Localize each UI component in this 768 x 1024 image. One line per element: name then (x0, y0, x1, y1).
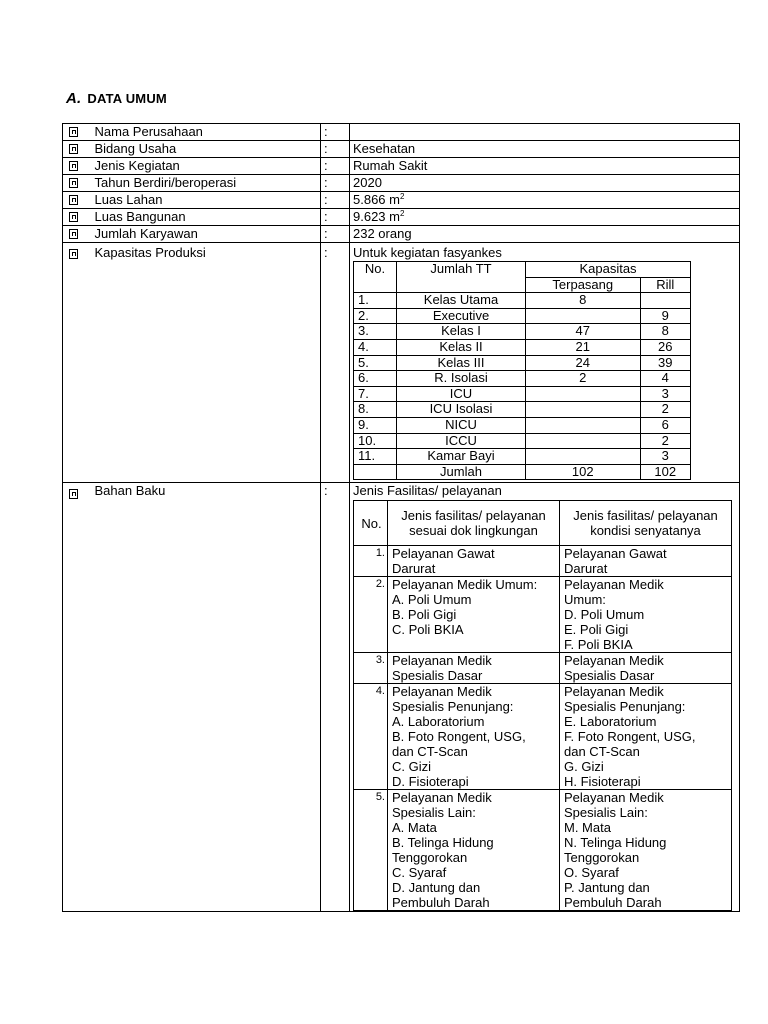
cell-line: A. Poli Umum (392, 592, 472, 608)
cell-line: M. Mata (564, 820, 611, 836)
cell-no: 6. (354, 371, 397, 387)
cell-jumlah-tt: Kelas II (397, 339, 526, 355)
unit-superscript: 2 (399, 192, 405, 201)
cell-terpasang: 2 (526, 371, 641, 387)
cell-line: Pelayanan Medik Umum: (392, 577, 538, 593)
cell-rill: 4 (640, 371, 690, 387)
field-label: Bidang Usaha (85, 141, 321, 158)
cell-line: C. Syaraf (392, 865, 447, 881)
cell-jumlah-tt: ICCU (397, 433, 526, 449)
cell-jumlah-tt: ICU Isolasi (397, 402, 526, 418)
field-value: Kesehatan (350, 141, 740, 158)
cell-line: A. Laboratorium (392, 714, 485, 730)
row-bidang-usaha (63, 141, 740, 158)
checkbox-icon (63, 226, 85, 243)
col-header-jumlah-tt: Jumlah TT (397, 262, 526, 293)
cell-no: 5. (354, 790, 388, 911)
cell-line: B. Telinga Hidung (392, 835, 494, 851)
fasilitas-row (354, 577, 732, 653)
kapasitas-table (353, 261, 691, 480)
cell-line: B. Foto Rongent, USG, (392, 729, 526, 745)
cell-no: 3. (354, 653, 388, 684)
cell-jumlah-tt: ICU (397, 386, 526, 402)
cell-line: Pelayanan Medik (564, 577, 664, 593)
fasilitas-row (354, 684, 732, 790)
kapasitas-row (354, 449, 691, 465)
fasilitas-row (354, 790, 732, 911)
cell-kondisi-senyatanya (560, 790, 732, 911)
cell-line: C. Poli BKIA (392, 622, 464, 638)
row-luas-bangunan (63, 209, 740, 226)
value-text: 5.866 m (353, 192, 400, 207)
field-colon: : (321, 175, 350, 192)
row-bahan-baku (63, 483, 740, 912)
field-value (350, 192, 740, 209)
checkbox-icon (63, 192, 85, 209)
cell-line: D. Jantung dan (392, 880, 481, 896)
kapasitas-row (354, 417, 691, 433)
field-colon: : (321, 141, 350, 158)
cell-line: Spesialis Lain: (392, 805, 476, 821)
cell-total-terpasang: 102 (526, 464, 641, 480)
cell-line: Pelayanan Medik (392, 684, 492, 700)
field-colon: : (321, 192, 350, 209)
fasilitas-table (353, 500, 732, 911)
cell-no: 4. (354, 339, 397, 355)
field-label: Jenis Kegiatan (85, 158, 321, 175)
cell-line: E. Poli Gigi (564, 622, 629, 638)
cell-line: dan CT-Scan (392, 744, 468, 760)
field-label: Bahan Baku (85, 483, 321, 912)
cell-total-label: Jumlah (397, 464, 526, 480)
cell-dok-lingkungan (388, 653, 560, 684)
cell-rill: 3 (640, 449, 690, 465)
cell-line: Spesialis Dasar (564, 668, 655, 684)
kapasitas-row (354, 293, 691, 309)
cell-terpasang: 24 (526, 355, 641, 371)
field-colon: : (321, 209, 350, 226)
kapasitas-row (354, 371, 691, 387)
cell-no: 7. (354, 386, 397, 402)
fasilitas-row (354, 653, 732, 684)
cell-total-rill: 102 (640, 464, 690, 480)
cell-line: Pelayanan Medik (564, 684, 664, 700)
cell-line: O. Syaraf (564, 865, 619, 881)
cell-line: D. Fisioterapi (392, 774, 469, 790)
field-colon: : (321, 124, 350, 141)
value-text: 9.623 m (353, 209, 400, 224)
bahan-baku-intro: Jenis Fasilitas/ pelayanan (353, 483, 502, 499)
cell-rill: 2 (640, 433, 690, 449)
row-jumlah-karyawan (63, 226, 740, 243)
cell-rill: 3 (640, 386, 690, 402)
field-colon: : (321, 243, 350, 483)
cell-line: Tenggorokan (392, 850, 468, 866)
cell-dok-lingkungan (388, 546, 560, 577)
cell-line: Spesialis Penunjang: (564, 699, 686, 715)
row-jenis-kegiatan (63, 158, 740, 175)
section-title: DATA UMUM (87, 91, 167, 106)
kapasitas-row (354, 386, 691, 402)
field-value: Rumah Sakit (350, 158, 740, 175)
kapasitas-intro: Untuk kegiatan fasyankes (353, 245, 502, 260)
kapasitas-row (354, 402, 691, 418)
cell-terpasang (526, 402, 641, 418)
cell-kondisi-senyatanya (560, 546, 732, 577)
cell-jumlah-tt: NICU (397, 417, 526, 433)
row-kapasitas-produksi (63, 243, 740, 483)
cell-line: Spesialis Dasar (392, 668, 483, 684)
cell-rill: 9 (640, 308, 690, 324)
cell-line: Pelayanan Gawat (392, 546, 495, 562)
field-value (350, 124, 740, 141)
kapasitas-row (354, 324, 691, 340)
field-label: Kapasitas Produksi (85, 243, 321, 483)
field-label: Tahun Berdiri/beroperasi (85, 175, 321, 192)
field-colon: : (321, 158, 350, 175)
checkbox-icon (63, 158, 85, 175)
cell-line: Pembuluh Darah (392, 895, 490, 911)
cell-no: 2. (354, 577, 388, 653)
checkbox-icon (63, 243, 85, 483)
cell-line: C. Gizi (392, 759, 431, 775)
cell-rill: 6 (640, 417, 690, 433)
fasilitas-row (354, 546, 732, 577)
cell-no: 1. (354, 546, 388, 577)
cell-terpasang (526, 417, 641, 433)
cell-no: 11. (354, 449, 397, 465)
kapasitas-total-row (354, 464, 691, 480)
cell-line: Spesialis Penunjang: (392, 699, 514, 715)
unit-superscript: 2 (399, 209, 405, 218)
col-header-terpasang: Terpasang (526, 277, 641, 293)
cell-rill (640, 293, 690, 309)
checkbox-icon (63, 209, 85, 226)
checkbox-icon (63, 175, 85, 192)
row-tahun-berdiri (63, 175, 740, 192)
col-header-dok-lingkungan: Jenis fasilitas/ pelayanan sesuai dok lingkungan (388, 501, 560, 546)
cell-no: 2. (354, 308, 397, 324)
col-header-rill: Rill (640, 277, 690, 293)
cell-terpasang: 8 (526, 293, 641, 309)
field-label: Jumlah Karyawan (85, 226, 321, 243)
cell-terpasang (526, 449, 641, 465)
cell-jumlah-tt: Kelas III (397, 355, 526, 371)
cell-jumlah-tt: Executive (397, 308, 526, 324)
cell-no: 4. (354, 684, 388, 790)
cell-no: 3. (354, 324, 397, 340)
field-colon: : (321, 483, 350, 912)
col-header-no: No. (354, 501, 388, 546)
cell-line: Pembuluh Darah (564, 895, 662, 911)
cell-jumlah-tt: Kelas Utama (397, 293, 526, 309)
cell-line: Pelayanan Medik (392, 790, 492, 806)
section-heading (66, 90, 167, 107)
cell-line: Umum: (564, 592, 606, 608)
col-header-kapasitas: Kapasitas (526, 262, 691, 278)
field-label: Luas Bangunan (85, 209, 321, 226)
checkbox-icon (63, 483, 85, 912)
cell-terpasang: 21 (526, 339, 641, 355)
cell-no: 5. (354, 355, 397, 371)
cell-kondisi-senyatanya (560, 653, 732, 684)
cell-rill: 26 (640, 339, 690, 355)
cell-no: 1. (354, 293, 397, 309)
field-value: 2020 (350, 175, 740, 192)
cell-kondisi-senyatanya (560, 577, 732, 653)
data-umum-table (62, 123, 740, 912)
cell-line: D. Poli Umum (564, 607, 645, 623)
col-header-no: No. (354, 262, 397, 293)
cell-rill: 39 (640, 355, 690, 371)
cell-line: Pelayanan Medik (564, 653, 664, 669)
cell-line: F. Poli BKIA (564, 637, 633, 653)
checkbox-icon (63, 141, 85, 158)
cell-line: Tenggorokan (564, 850, 640, 866)
cell-line: Pelayanan Medik (392, 653, 492, 669)
field-label: Luas Lahan (85, 192, 321, 209)
cell-dok-lingkungan (388, 577, 560, 653)
cell-line: Darurat (392, 561, 436, 577)
cell-line: G. Gizi (564, 759, 604, 775)
section-letter: A. (66, 90, 82, 107)
cell-no: 10. (354, 433, 397, 449)
field-label: Nama Perusahaan (85, 124, 321, 141)
cell-jumlah-tt: R. Isolasi (397, 371, 526, 387)
cell-jumlah-tt: Kelas I (397, 324, 526, 340)
cell-rill: 8 (640, 324, 690, 340)
checkbox-icon (63, 124, 85, 141)
cell-line: P. Jantung dan (564, 880, 650, 896)
cell-terpasang (526, 433, 641, 449)
field-value (350, 483, 740, 912)
cell-empty (354, 464, 397, 480)
row-luas-lahan (63, 192, 740, 209)
cell-line: dan CT-Scan (564, 744, 640, 760)
field-value: 232 orang (350, 226, 740, 243)
cell-jumlah-tt: Kamar Bayi (397, 449, 526, 465)
cell-line: N. Telinga Hidung (564, 835, 667, 851)
cell-line: B. Poli Gigi (392, 607, 457, 623)
cell-kondisi-senyatanya (560, 684, 732, 790)
field-value (350, 209, 740, 226)
cell-rill: 2 (640, 402, 690, 418)
cell-line: E. Laboratorium (564, 714, 657, 730)
kapasitas-row (354, 339, 691, 355)
field-value (350, 243, 740, 483)
cell-dok-lingkungan (388, 684, 560, 790)
cell-line: F. Foto Rongent, USG, (564, 729, 696, 745)
cell-line: Pelayanan Medik (564, 790, 664, 806)
cell-line: A. Mata (392, 820, 437, 836)
cell-dok-lingkungan (388, 790, 560, 911)
cell-line: Pelayanan Gawat (564, 546, 667, 562)
cell-line: Darurat (564, 561, 608, 577)
cell-terpasang (526, 386, 641, 402)
cell-no: 9. (354, 417, 397, 433)
cell-terpasang: 47 (526, 324, 641, 340)
kapasitas-row (354, 433, 691, 449)
field-colon: : (321, 226, 350, 243)
cell-line: H. Fisioterapi (564, 774, 641, 790)
col-header-kondisi-senyatanya: Jenis fasilitas/ pelayanan kondisi senyatanya (560, 501, 732, 546)
kapasitas-row (354, 308, 691, 324)
cell-terpasang (526, 308, 641, 324)
row-nama-perusahaan (63, 124, 740, 141)
cell-no: 8. (354, 402, 397, 418)
kapasitas-row (354, 355, 691, 371)
cell-line: Spesialis Lain: (564, 805, 648, 821)
